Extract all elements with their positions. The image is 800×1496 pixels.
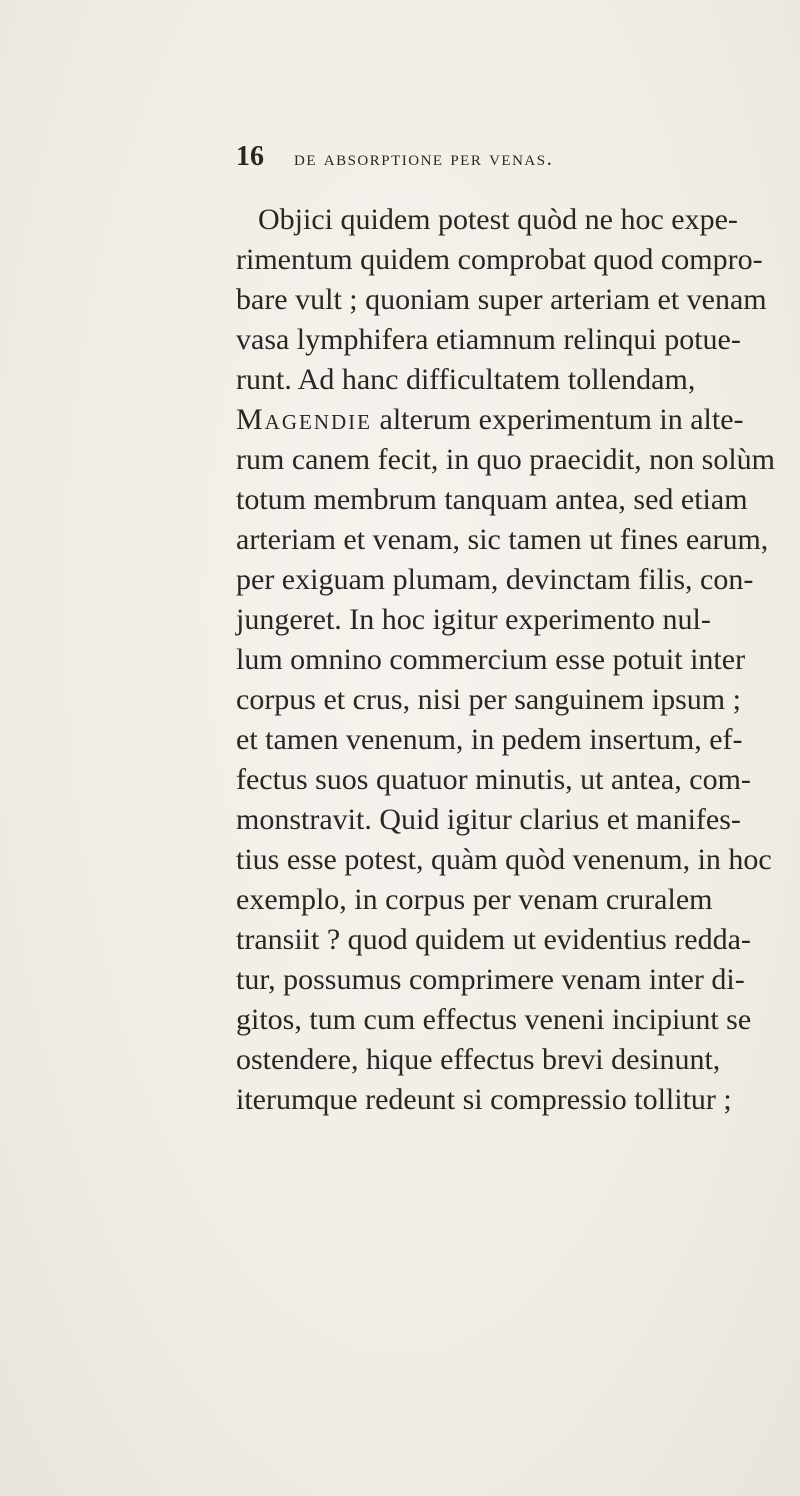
text-line: rum canem fecit, in quo praecidit, non solùm [236,443,776,476]
text-line-rest: alterum experimentum in alte- [372,403,744,436]
text-line: bare vult ; quoniam super arteriam et venam [236,283,767,316]
text-line: jungeret. In hoc igitur experimento nul- [236,603,711,636]
text-line: tur, possumus comprimere venam inter di- [236,963,745,996]
text-line: totum membrum tanquam antea, sed etiam [236,483,748,516]
text-line: rimentum quidem comprobat quod compro- [236,243,763,276]
text-line: et tamen venenum, in pedem insertum, ef- [236,723,743,756]
text-line: arteriam et venam, sic tamen ut fines earum, [236,523,769,556]
author-name: Magendie [236,403,372,436]
text-line: transiit ? quod quidem ut evidentius redda- [236,923,751,956]
text-line: ostendere, hique effectus brevi desinunt, [236,1043,721,1076]
text-line: Objici quidem potest quòd ne hoc expe- [258,203,738,236]
text-line: iterumque redeunt si compressio tollitur ; [236,1083,732,1116]
text-line: per exiguam plumam, devinctam filis, con- [236,563,754,596]
text-line [236,400,744,440]
text-line: tius esse potest, quàm quòd venenum, in hoc [236,843,772,876]
text-line: corpus et crus, nisi per sanguinem ipsum ; [236,683,741,716]
text-line: exemplo, in corpus per venam cruralem [236,883,713,916]
running-title: de absorptione per venas. [294,146,554,170]
running-head [236,140,756,174]
text-line: lum omnino commercium esse potuit inter [236,643,746,676]
page-number: 16 [236,141,264,172]
text-line: runt. Ad hanc difficultatem tollendam, [236,363,696,396]
text-line: vasa lymphifera etiamnum relinqui potue- [236,323,741,356]
text-line: fectus suos quatuor minutis, ut antea, com- [236,763,751,796]
text-line: monstravit. Quid igitur clarius et manifes- [236,803,741,836]
text-line: gitos, tum cum effectus veneni incipiunt se [236,1003,752,1036]
